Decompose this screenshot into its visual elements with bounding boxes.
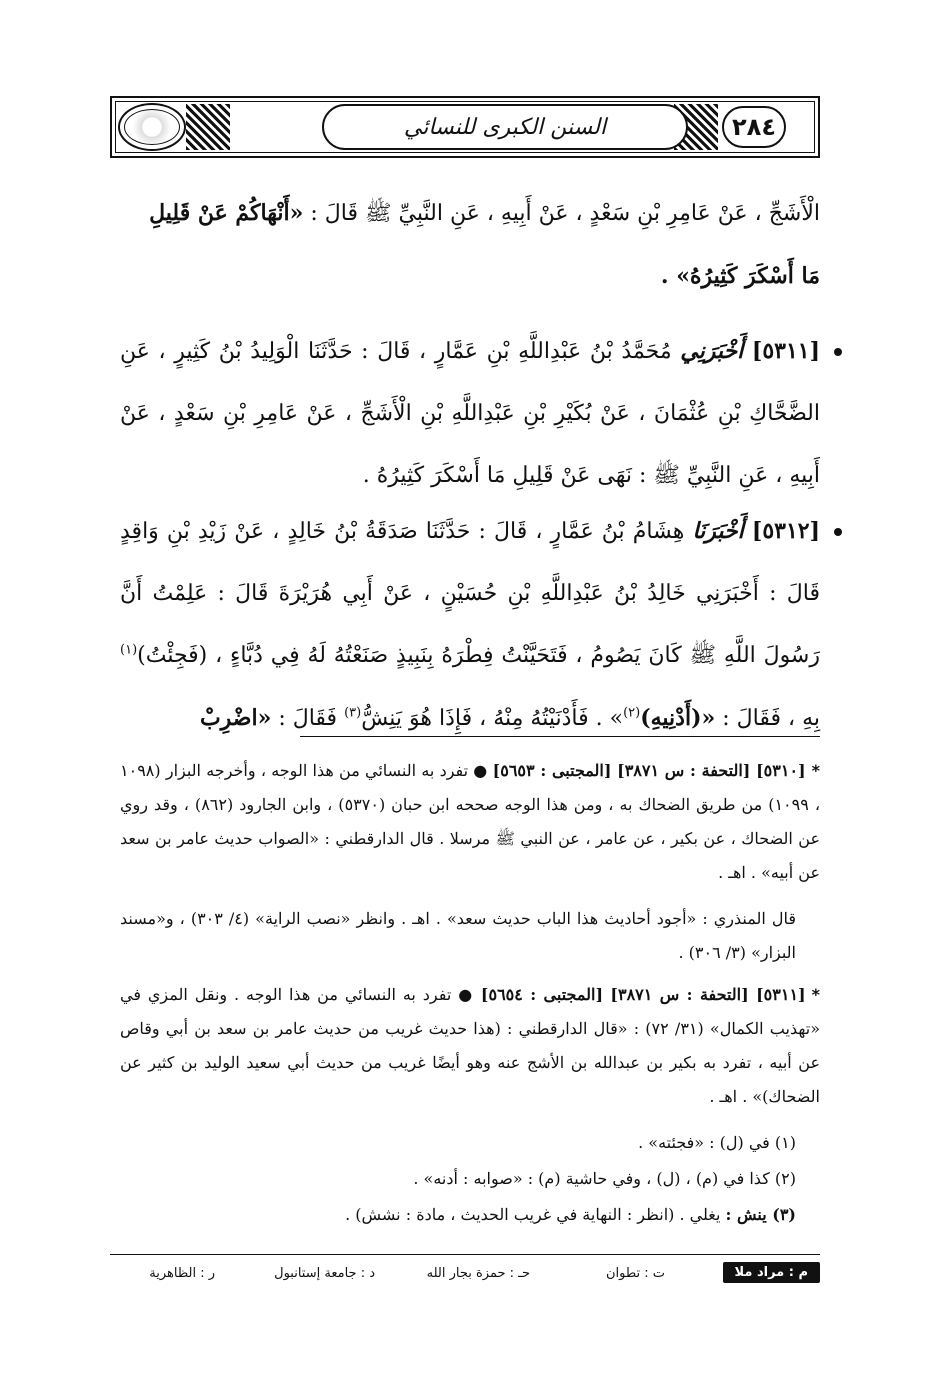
hadith-text: مُحَمَّدُ بْنُ عَبْدِاللَّهِ بْنِ عَمَّارٍ ، قَالَ : حَدَّثَنَا الْوَلِيدُ بْنُ كَثِيرٍ ، عَنِ الضَّحَّاكِ بْنِ عُثْمَانَ ، عَنْ بُكَيْرِ بْنِ عَبْدِاللَّهِ بْنِ الْأَشَجِّ ، عَنْ عَامِرِ بْنِ سَعْدٍ ، عَنْ أَبِيهِ ، عَنِ النَّبِيِّ ﷺ : نَهَى عَنْ قَلِيلِ مَا أَسْكَرَ كَثِيرُهُ . <box>120 339 820 488</box>
book-title: السنن الكبرى للنسائي <box>322 104 688 150</box>
footnote-term: (٣) ينش : <box>725 1205 796 1224</box>
prophetic-quote: «أَنْهَاكُمْ عَنْ قَلِيلِ <box>149 200 304 226</box>
footnote-1 <box>120 1126 820 1160</box>
footnote-marker: (٢) <box>623 705 641 721</box>
footnote-5310 <box>120 754 820 890</box>
hadith-text: » . فَأَدْنَيْتُهُ مِنْهُ ، فَإِذَا هُوَ يَنِشُّ <box>361 706 624 731</box>
page-number: ٢٨٤ <box>722 106 786 148</box>
narration-word: أَخْبَرَنِي <box>680 338 744 364</box>
hadith-number: [٥٣١١] <box>751 338 820 364</box>
emblem-core <box>124 109 180 145</box>
footnote-marker: (٣) <box>344 705 362 721</box>
header-ornament-band-left <box>186 104 230 150</box>
hadith-text: فَقَالَ : <box>271 706 345 731</box>
footnote-reference: [٥٣١٠] [التحفة : س ٣٨٧١] [المجتبى : ٥٦٥٣] <box>492 761 806 780</box>
footnote-2 <box>120 1162 820 1196</box>
emblem-medallion-icon <box>118 103 186 151</box>
page-header <box>110 96 820 158</box>
footnote-text: (٢) كذا في (م) ، (ل) ، وفي حاشية (م) : «صوابه : أدنه» . <box>413 1169 796 1188</box>
prophetic-quote: «(أَدْنِيهِ) <box>640 705 716 731</box>
source-d: د : جامعة إستانبول <box>274 1266 375 1281</box>
footnote-reference: [٥٣١١] [التحفة : س ٣٨٧١] [المجتبى : ٥٦٥٤] <box>480 985 806 1004</box>
text-segment: الْأَشَجِّ ، عَنْ عَامِرِ بْنِ سَعْدٍ ، عَنْ أَبِيهِ ، عَنِ النَّبِيِّ ﷺ قَالَ : <box>303 201 820 226</box>
bottom-divider <box>110 1254 820 1255</box>
hadith-number: [٥٣١٢] <box>751 518 820 544</box>
paragraph-continued <box>120 182 820 308</box>
narration-word: أَخْبَرَنَا <box>692 518 744 544</box>
hadith-text: هِشَامُ بْنُ عَمَّارٍ ، قَالَ : حَدَّثَنَا صَدَقَةُ بْنُ خَالِدٍ ، عَنْ زَيْدِ بْنِ وَاقِدٍ قَالَ : أَخْبَرَنِي خَالِدُ بْنُ عَبْدِاللَّهِ بْنِ حُسَيْنٍ ، عَنْ أَبِي هُرَيْرَةَ قَالَ : عَلِمْتُ أَنَّ رَسُولَ اللَّهِ ﷺ كَانَ يَصُومُ ، فَتَحَيَّنْتُ فِطْرَهُ بِنَبِيذٍ صَنَعْتُهُ لَهُ فِي دُبَّاءٍ ، (فَجِئْتُ) <box>120 519 820 668</box>
bullet-icon <box>834 348 842 356</box>
footnote-3 <box>120 1198 820 1232</box>
source-t: ت : تطوان <box>605 1266 665 1281</box>
footnote-5310-continued <box>120 902 820 970</box>
footnote-marker: (١) <box>120 642 138 658</box>
footnote-divider <box>300 736 820 737</box>
source-r: ر : الظاهرية <box>149 1266 215 1281</box>
hadith-5311 <box>120 320 820 507</box>
source-m-badge: م : مراد ملا <box>723 1262 821 1283</box>
footnote-text: قال المنذري : «أجود أحاديث هذا الباب حديث سعد» . اهـ . وانظر «نصب الراية» (٤/ ٣٠٣) ، و«مسند البزار» (٣/ ٣٠٦) . <box>120 909 797 962</box>
footnote-text: ● تفرد به النسائي من هذا الوجه . ونقل المزي في «تهذيب الكمال» (٣١/ ٧٢) : «قال الدارقطني : (هذا حديث غريب من حديث عامر بن سعد بن أبي وقاص عن أبيه ، تفرد به بكير بن عبدالله بن الأشج عنه وهو أيضًا غريب من حديث أبي سعيد الوليد بن كثير عن الضحاك)» . اهـ . <box>120 985 821 1106</box>
footnote-5311 <box>120 978 820 1114</box>
bullet-icon <box>834 528 842 536</box>
prophetic-quote: «اضْرِبْ <box>199 705 272 731</box>
source-h: حـ : حمزة بجار الله <box>426 1266 530 1281</box>
manuscript-sources-bar <box>110 1262 820 1290</box>
prophetic-quote-end: مَا أَسْكَرَ كَثِيرُهُ» . <box>660 263 820 289</box>
asterisk-icon: * <box>811 761 820 780</box>
footnote-text: ● تفرد به النسائي من هذا الوجه ، وأخرجه البزار (١٠٩٨ ، ١٠٩٩) من طريق الضحاك به ، ومن هذا الوجه صححه ابن حبان (٥٣٧٠) ، وابن الجارود (٨٦٢) ، وقد روي عن الضحاك ، عن بكير ، عن عامر ، عن النبي ﷺ مرسلا . قال الدارقطني : «الصواب حديث عامر بن سعد عن أبيه» . اهـ . <box>120 761 820 882</box>
hadith-5312 <box>120 500 820 750</box>
asterisk-icon: * <box>811 985 820 1004</box>
footnote-text: (١) في (ل) : «فجئته» . <box>638 1133 796 1152</box>
footnote-text: يغلي . (انظر : النهاية في غريب الحديث ، مادة : نشش) . <box>345 1205 726 1224</box>
hadith-text: بِهِ ، فَقَالَ : <box>715 706 820 731</box>
